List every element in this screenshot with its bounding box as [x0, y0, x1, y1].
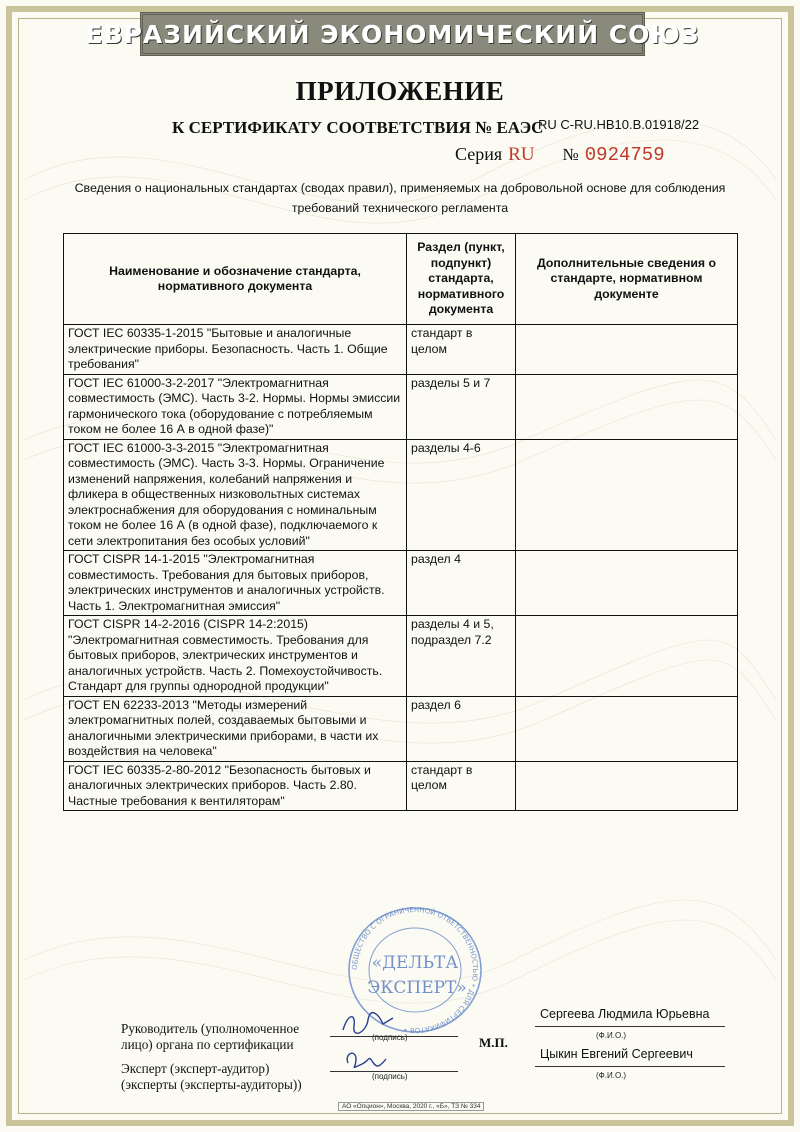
standard-section: стандарт в целом [407, 325, 516, 375]
table-row [64, 551, 738, 616]
page-title: ПРИЛОЖЕНИЕ [295, 76, 505, 106]
standards-table [63, 233, 738, 811]
expert-sign-caption: (подпись) [372, 1072, 408, 1081]
table-row [64, 439, 738, 551]
head-label-line2: лицо) органа по сертификации [121, 1037, 294, 1052]
table-row [64, 616, 738, 697]
header-section: Раздел (пункт, подпункт) стандарта, нормативного документа [407, 234, 516, 325]
series-line [455, 144, 665, 166]
head-sign-caption: (подпись) [372, 1033, 408, 1042]
stamp-center-line2: ЭКСПЕРТ» [367, 978, 467, 998]
header-standard-name: Наименование и обозначение стандарта, нормативного документа [64, 234, 407, 325]
union-banner-text: ЕВРАЗИЙСКИЙ ЭКОНОМИЧЕСКИЙ СОЮЗ [85, 19, 700, 49]
standard-extra [516, 325, 738, 375]
form-number: 0924759 [584, 144, 665, 166]
expert-label-line2: (эксперты (эксперты-аудиторы)) [121, 1077, 302, 1092]
standard-extra [516, 439, 738, 551]
table-row [64, 761, 738, 811]
union-banner [85, 12, 700, 56]
head-label-line1: Руководитель (уполномоченное [121, 1021, 300, 1036]
standard-section: разделы 4 и 5, подраздел 7.2 [407, 616, 516, 697]
standard-section: разделы 4-6 [407, 439, 516, 551]
certificate-subtitle: К СЕРТИФИКАТУ СООТВЕТСТВИЯ № ЕАЭС [172, 118, 544, 137]
table-row [64, 696, 738, 761]
printer-imprint: АО «Опцион», Москва, 2020 г., «Б», ТЗ № 334 [338, 1102, 484, 1111]
standard-extra [516, 761, 738, 811]
stamp-center-line1: «ДЕЛЬТА [371, 953, 459, 973]
number-label: № [562, 145, 579, 164]
series-label: Серия [455, 144, 503, 164]
expert-fio-caption: (Ф.И.О.) [596, 1071, 627, 1080]
standard-name: ГОСТ IEC 61000-3-3-2015 "Электромагнитная совместимость (ЭМС). Часть 3-3. Нормы. Ограничение изменений напряжения, колебаний напряжения и фликера в общественных низковольтных системах электроснабжения для оборудования с номинальным током не более 16 А (в одной фазе), подключаемого к сети электропитания без особых условий" [64, 439, 407, 551]
standard-extra [516, 551, 738, 616]
series-value: RU [508, 144, 535, 165]
standard-section: разделы 5 и 7 [407, 374, 516, 439]
standard-extra [516, 696, 738, 761]
table-header-row [64, 234, 738, 325]
header-additional-info: Дополнительные сведения о стандарте, нормативном документе [516, 234, 738, 325]
head-fio-caption: (Ф.И.О.) [596, 1031, 627, 1040]
standard-section: раздел 4 [407, 551, 516, 616]
expert-label-line1: Эксперт (эксперт-аудитор) [121, 1061, 270, 1076]
standard-name: ГОСТ EN 62233-2013 "Методы измерений электромагнитных полей, создаваемых бытовыми и аналогичными электрическими приборами, в части их воздействия на человека" [64, 696, 407, 761]
standard-name: ГОСТ CISPR 14-1-2015 "Электромагнитная совместимость. Требования для бытовых приборов, электрических инструментов и аналогичных устройств. Часть 1. Электромагнитная эмиссия" [64, 551, 407, 616]
standard-extra [516, 374, 738, 439]
standard-section: раздел 6 [407, 696, 516, 761]
standard-name: ГОСТ IEC 60335-2-80-2012 "Безопасность бытовых и аналогичных электрических приборов. Часть 2.80. Частные требования к вентиляторам" [64, 761, 407, 811]
certificate-number: RU C-RU.HB10.B.01918/22 [538, 117, 700, 132]
intro-text: Сведения о национальных стандартах (сводах правил), применяемых на добровольной основе для соблюдения требований технического регламента [74, 181, 726, 215]
head-name: Сергеева Людмила Юрьевна [540, 1007, 710, 1021]
expert-signature [342, 1047, 392, 1073]
expert-fio-line [535, 1066, 725, 1067]
stamp-place-label: М.П. [479, 1035, 508, 1050]
standard-name: ГОСТ IEC 60335-1-2015 "Бытовые и аналогичные электрические приборы. Безопасность. Часть 1. Общие требования" [64, 325, 407, 375]
table-row [64, 374, 738, 439]
standard-section: стандарт в целом [407, 761, 516, 811]
standard-name: ГОСТ IEC 61000-3-2-2017 "Электромагнитная совместимость (ЭМС). Часть 3-2. Нормы. Нормы эмиссии гармонического тока (оборудование с потребляемым током не более 16 А в одной фазе)" [64, 374, 407, 439]
stamp-ring-text: ОБЩЕСТВО С ОГРАНИЧЕННОЙ ОТВЕТСТВЕННОСТЬЮ • ДЛЯ СЕРТИФИКАТОВ • [350, 905, 480, 1035]
table-row [64, 325, 738, 375]
standard-name: ГОСТ CISPR 14-2-2016 (CISPR 14-2:2015) "Электромагнитная совместимость. Требования для бытовых приборов, электрических инструментов и аналогичных устройств. Часть 2. Помехоустойчивость. Стандарт для группы однородной продукции" [64, 616, 407, 697]
head-fio-line [535, 1026, 725, 1027]
standard-extra [516, 616, 738, 697]
expert-name: Цыкин Евгений Сергеевич [540, 1047, 693, 1061]
